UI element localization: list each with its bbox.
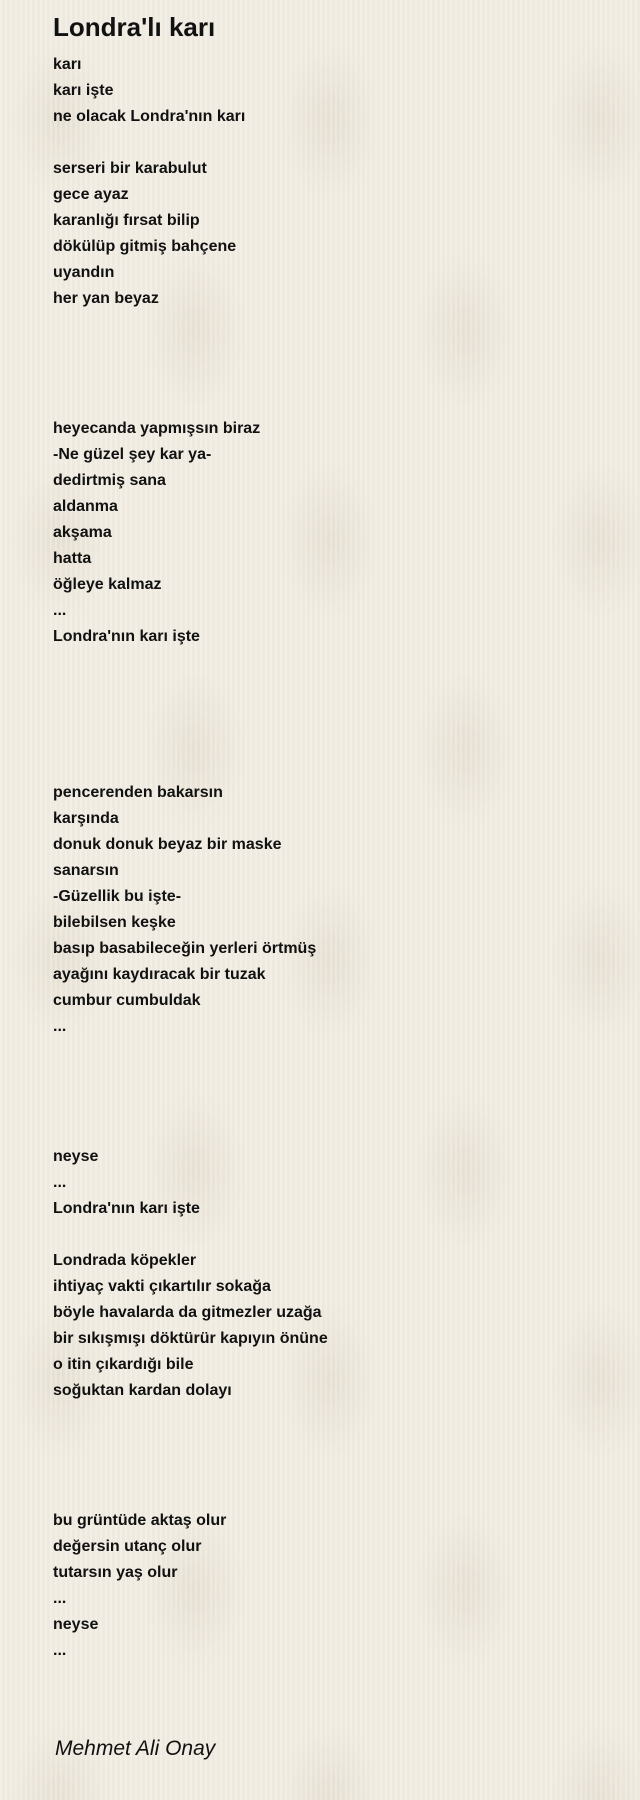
poem-title: Londra'lı karı xyxy=(53,12,216,42)
poem-line xyxy=(53,1066,613,1092)
poem-line xyxy=(53,364,613,390)
poem-line xyxy=(53,1118,613,1144)
poem-line xyxy=(53,338,613,364)
poem-line: karı xyxy=(53,56,82,73)
poem-line xyxy=(53,676,613,702)
poem-line: ayağını kaydıracak bir tuzak xyxy=(53,966,266,983)
poem-author: Mehmet Ali Onay xyxy=(55,1737,216,1760)
poem-line: sanarsın xyxy=(53,862,119,879)
poem-line: öğleye kalmaz xyxy=(53,576,162,593)
poem-line xyxy=(53,702,613,728)
poem-page xyxy=(53,0,613,1664)
poem-body xyxy=(53,52,613,1664)
poem-line xyxy=(53,390,613,416)
poem-line xyxy=(53,312,613,338)
poem-line: heyecanda yapmışsın biraz xyxy=(53,420,261,437)
poem-line: -Ne güzel şey kar ya- xyxy=(53,446,212,463)
poem-line: böyle havalarda da gitmezler uzağa xyxy=(53,1304,322,1321)
poem-line xyxy=(53,1404,613,1430)
poem-line: ... xyxy=(53,602,67,619)
poem-line: cumbur cumbuldak xyxy=(53,992,201,1009)
poem-line: ... xyxy=(53,1642,67,1659)
poem-line: karı işte xyxy=(53,82,114,99)
poem-line xyxy=(53,1040,613,1066)
poem-line: basıp basabileceğin yerleri örtmüş xyxy=(53,940,317,957)
poem-line: ne olacak Londra'nın karı xyxy=(53,108,246,125)
poem-line: dökülüp gitmiş bahçene xyxy=(53,238,237,255)
poem-line: değersin utanç olur xyxy=(53,1538,202,1555)
poem-line: ... xyxy=(53,1174,67,1191)
poem-line xyxy=(53,1482,613,1508)
poem-line: pencerenden bakarsın xyxy=(53,784,223,801)
poem-line: Londrada köpekler xyxy=(53,1252,197,1269)
poem-line: gece ayaz xyxy=(53,186,129,203)
poem-line: neyse xyxy=(53,1148,99,1165)
poem-line xyxy=(53,1222,613,1248)
poem-line: hatta xyxy=(53,550,92,567)
poem-line: dedirtmiş sana xyxy=(53,472,166,489)
poem-line: ... xyxy=(53,1018,67,1035)
poem-line: o itin çıkardığı bile xyxy=(53,1356,194,1373)
poem-line: aldanma xyxy=(53,498,118,515)
poem-line: neyse xyxy=(53,1616,99,1633)
poem-line: karanlığı fırsat bilip xyxy=(53,212,200,229)
poem-line: -Güzellik bu işte- xyxy=(53,888,182,905)
poem-line xyxy=(53,130,613,156)
poem-line xyxy=(53,650,613,676)
poem-line: akşama xyxy=(53,524,112,541)
poem-line: soğuktan kardan dolayı xyxy=(53,1382,232,1399)
poem-line: uyandın xyxy=(53,264,115,281)
poem-line: Londra'nın karı işte xyxy=(53,628,200,645)
poem-line: tutarsın yaş olur xyxy=(53,1564,178,1581)
poem-line: donuk donuk beyaz bir maske xyxy=(53,836,282,853)
poem-line: karşında xyxy=(53,810,119,827)
poem-line: bilebilsen keşke xyxy=(53,914,176,931)
poem-line: her yan beyaz xyxy=(53,290,159,307)
poem-line: bir sıkışmışı döktürür kapıyın önüne xyxy=(53,1330,328,1347)
poem-line: Londra'nın karı işte xyxy=(53,1200,200,1217)
poem-line xyxy=(53,1456,613,1482)
poem-line: serseri bir karabulut xyxy=(53,160,207,177)
poem-line xyxy=(53,754,613,780)
poem-line: ... xyxy=(53,1590,67,1607)
poem-line xyxy=(53,1092,613,1118)
poem-line xyxy=(53,1430,613,1456)
poem-line: ihtiyaç vakti çıkartılır sokağa xyxy=(53,1278,271,1295)
poem-line xyxy=(53,728,613,754)
poem-line: bu grüntüde aktaş olur xyxy=(53,1512,227,1529)
